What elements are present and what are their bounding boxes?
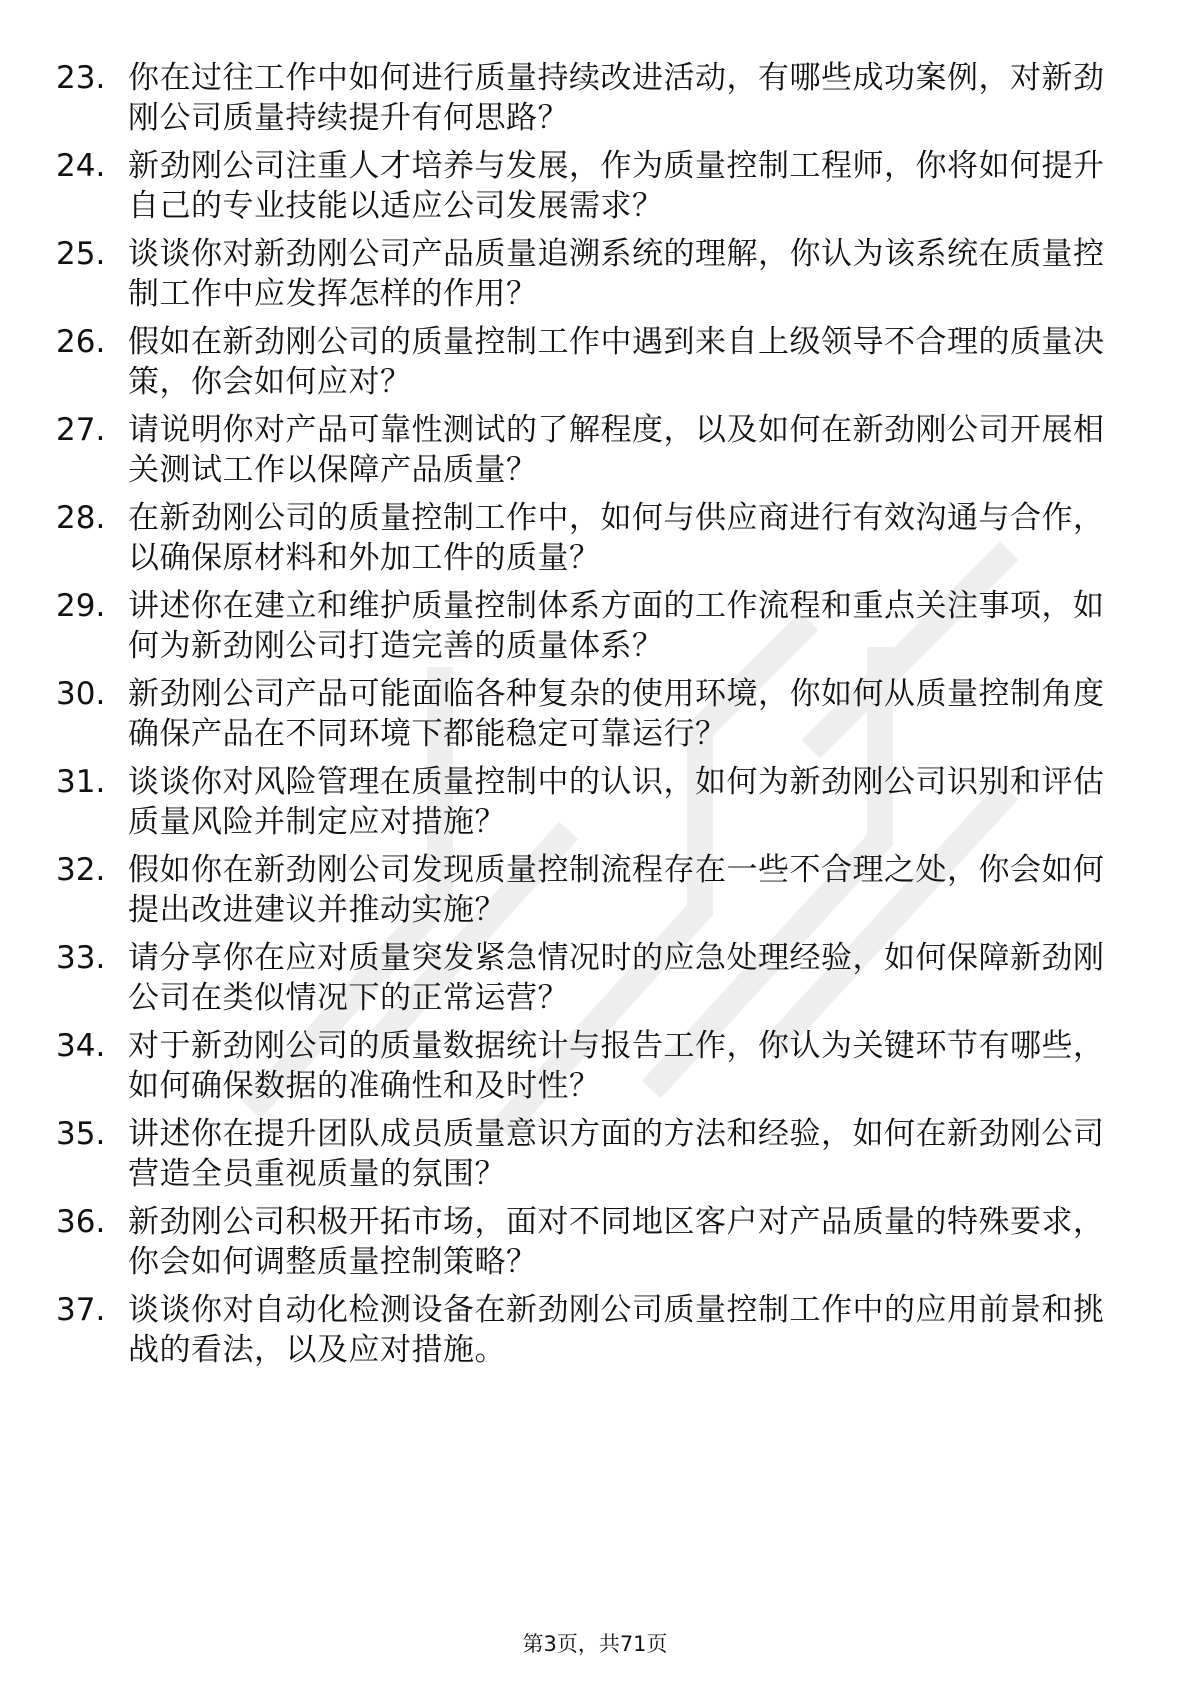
question-number: 29.: [56, 588, 106, 624]
question-text: 请说明你对产品可靠性测试的了解程度，以及如何在新劲刚公司开展相关测试工作以保障产品质量？: [128, 412, 1105, 488]
question-number: 31.: [56, 764, 106, 800]
list-item: [56, 674, 1116, 754]
list-item: [56, 1290, 1116, 1370]
question-text: 假如在新劲刚公司的质量控制工作中遇到来自上级领导不合理的质量决策，你会如何应对？: [128, 324, 1105, 400]
question-text: 新劲刚公司产品可能面临各种复杂的使用环境，你如何从质量控制角度确保产品在不同环境下都能稳定可靠运行？: [128, 676, 1105, 752]
list-item: [56, 938, 1116, 1018]
question-number: 25.: [56, 236, 106, 272]
question-text: 对于新劲刚公司的质量数据统计与报告工作，你认为关键环节有哪些，如何确保数据的准确性和及时性？: [128, 1028, 1105, 1104]
question-text: 你在过往工作中如何进行质量持续改进活动，有哪些成功案例，对新劲刚公司质量持续提升有何思路？: [128, 60, 1105, 136]
list-item: [56, 1202, 1116, 1282]
question-text: 谈谈你对新劲刚公司产品质量追溯系统的理解，你认为该系统在质量控制工作中应发挥怎样的作用？: [128, 236, 1105, 312]
question-number: 35.: [56, 1116, 106, 1152]
question-number: 36.: [56, 1204, 106, 1240]
question-text: 谈谈你对自动化检测设备在新劲刚公司质量控制工作中的应用前景和挑战的看法，以及应对措施。: [128, 1292, 1105, 1368]
question-number: 28.: [56, 500, 106, 536]
question-text: 请分享你在应对质量突发紧急情况时的应急处理经验，如何保障新劲刚公司在类似情况下的正常运营？: [128, 940, 1105, 1016]
question-number: 26.: [56, 324, 106, 360]
list-item: [56, 58, 1116, 138]
question-text: 假如你在新劲刚公司发现质量控制流程存在一些不合理之处，你会如何提出改进建议并推动实施？: [128, 852, 1105, 928]
list-item: [56, 234, 1116, 314]
question-text: 讲述你在提升团队成员质量意识方面的方法和经验，如何在新劲刚公司营造全员重视质量的氛围？: [128, 1116, 1105, 1192]
question-number: 27.: [56, 412, 106, 448]
question-text: 在新劲刚公司的质量控制工作中，如何与供应商进行有效沟通与合作，以确保原材料和外加工件的质量？: [128, 500, 1105, 576]
list-item: [56, 410, 1116, 490]
question-text: 谈谈你对风险管理在质量控制中的认识，如何为新劲刚公司识别和评估质量风险并制定应对措施？: [128, 764, 1105, 840]
question-number: 34.: [56, 1028, 106, 1064]
question-text: 讲述你在建立和维护质量控制体系方面的工作流程和重点关注事项，如何为新劲刚公司打造完善的质量体系？: [128, 588, 1105, 664]
question-number: 23.: [56, 60, 106, 96]
question-number: 37.: [56, 1292, 106, 1328]
list-item: [56, 586, 1116, 666]
question-list: [56, 58, 1116, 1378]
page-footer: 第3页，共71页: [522, 1632, 668, 1656]
question-text: 新劲刚公司积极开拓市场，面对不同地区客户对产品质量的特殊要求，你会如何调整质量控制策略？: [128, 1204, 1105, 1280]
list-item: [56, 322, 1116, 402]
list-item: [56, 850, 1116, 930]
question-number: 33.: [56, 940, 106, 976]
question-number: 32.: [56, 852, 106, 888]
question-text: 新劲刚公司注重人才培养与发展，作为质量控制工程师，你将如何提升自己的专业技能以适应公司发展需求？: [128, 148, 1105, 224]
list-item: [56, 146, 1116, 226]
question-number: 30.: [56, 676, 106, 712]
list-item: [56, 762, 1116, 842]
question-number: 24.: [56, 148, 106, 184]
list-item: [56, 1114, 1116, 1194]
list-item: [56, 1026, 1116, 1106]
list-item: [56, 498, 1116, 578]
